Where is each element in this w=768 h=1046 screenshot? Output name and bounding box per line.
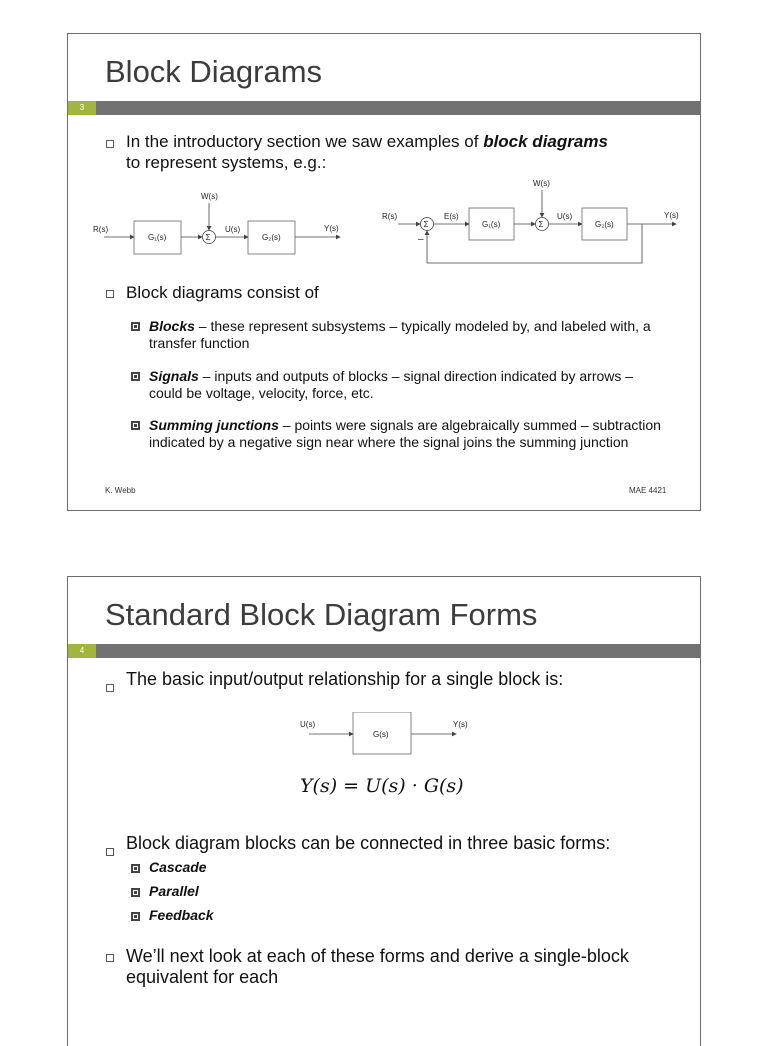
slide-number: 3 [68,101,96,115]
signal-label: U(s) [300,720,316,729]
slide-standard-forms [67,576,701,1046]
form-feedback: Feedback [149,907,214,923]
bullet-intro-emphasis: block diagrams [483,132,608,151]
bullet-square-icon [106,848,114,856]
bullet-square-icon [106,140,114,148]
sub-bullet-icon [131,372,140,381]
signal-label: W(s) [201,192,218,201]
sum-symbol: Σ [423,220,429,229]
sum-symbol: Σ [205,233,211,242]
signal-label: Y(s) [453,720,468,729]
footer-course: MAE 4421 [629,486,667,495]
signal-label: U(s) [557,212,573,221]
sum-symbol: Σ [538,220,544,229]
signal-label: Y(s) [664,211,679,220]
sub-bullet-icon [131,864,140,873]
bullet-square-icon [106,684,114,692]
signal-label: R(s) [382,212,398,221]
term-signals: Signals [149,368,199,384]
form-cascade: Cascade [149,859,207,875]
minus-sign: – [418,234,424,245]
signal-label: Y(s) [324,224,339,233]
bullet-square-icon [106,290,114,298]
title-bar [68,644,701,658]
bullet-three-forms: Block diagram blocks can be connected in three basic forms: [126,833,611,853]
signal-label: W(s) [533,179,550,188]
open-loop-diagram [88,189,348,269]
bullet-consist: Block diagrams consist of [126,283,319,302]
block-label: G₂(s) [262,233,281,242]
term-summing-junctions: Summing junctions [149,417,279,433]
signal-label: U(s) [225,225,241,234]
sub-bullet-icon [131,888,140,897]
signal-label: E(s) [444,212,459,221]
sub-bullet-blocks [149,318,679,352]
slide-title: Standard Block Diagram Forms [105,597,538,632]
block-label: G₁(s) [148,233,167,242]
sub-bullet-text: – inputs and outputs of blocks – signal direction indicated by arrows – could be voltage, velocity, force, etc. [149,368,634,401]
sub-bullet-summing [149,417,679,451]
sub-bullet-icon [131,912,140,921]
transfer-equation: Y(s) = U(s) · G(s) [300,775,464,797]
block-label: G₂(s) [595,220,614,229]
sub-bullet-text: – points were signals are algebraically summed – subtraction indicated by a negative sign near where the signal joins the summing junction [149,417,661,450]
closed-loop-diagram [378,174,683,274]
slide-number: 4 [68,644,96,658]
term-blocks: Blocks [149,318,195,334]
title-bar [68,101,701,115]
sub-bullet-icon [131,421,140,430]
bullet-single-block: The basic input/output relationship for a single block is: [126,669,564,689]
block-label: G₁(s) [482,220,501,229]
slide-block-diagrams [67,33,701,511]
form-parallel: Parallel [149,883,199,899]
sub-bullet-signals [149,368,659,402]
bullet-square-icon [106,954,114,962]
sub-bullet-icon [131,322,140,331]
block-label: G(s) [373,730,389,739]
bullet-intro-text: In the introductory section we saw examples of [126,132,484,151]
footer-author: K. Webb [105,486,136,495]
slide-title: Block Diagrams [105,54,323,89]
signal-label: R(s) [93,225,109,234]
single-block-diagram [293,712,473,762]
bullet-next: We’ll next look at each of these forms and derive a single-block equivalent for each [126,946,629,987]
bullet-intro [126,131,686,173]
sub-bullet-text: – these represent subsystems – typically modeled by, and labeled with, a transfer function [149,318,651,351]
bullet-intro-line2: to represent systems, e.g.: [126,153,327,172]
